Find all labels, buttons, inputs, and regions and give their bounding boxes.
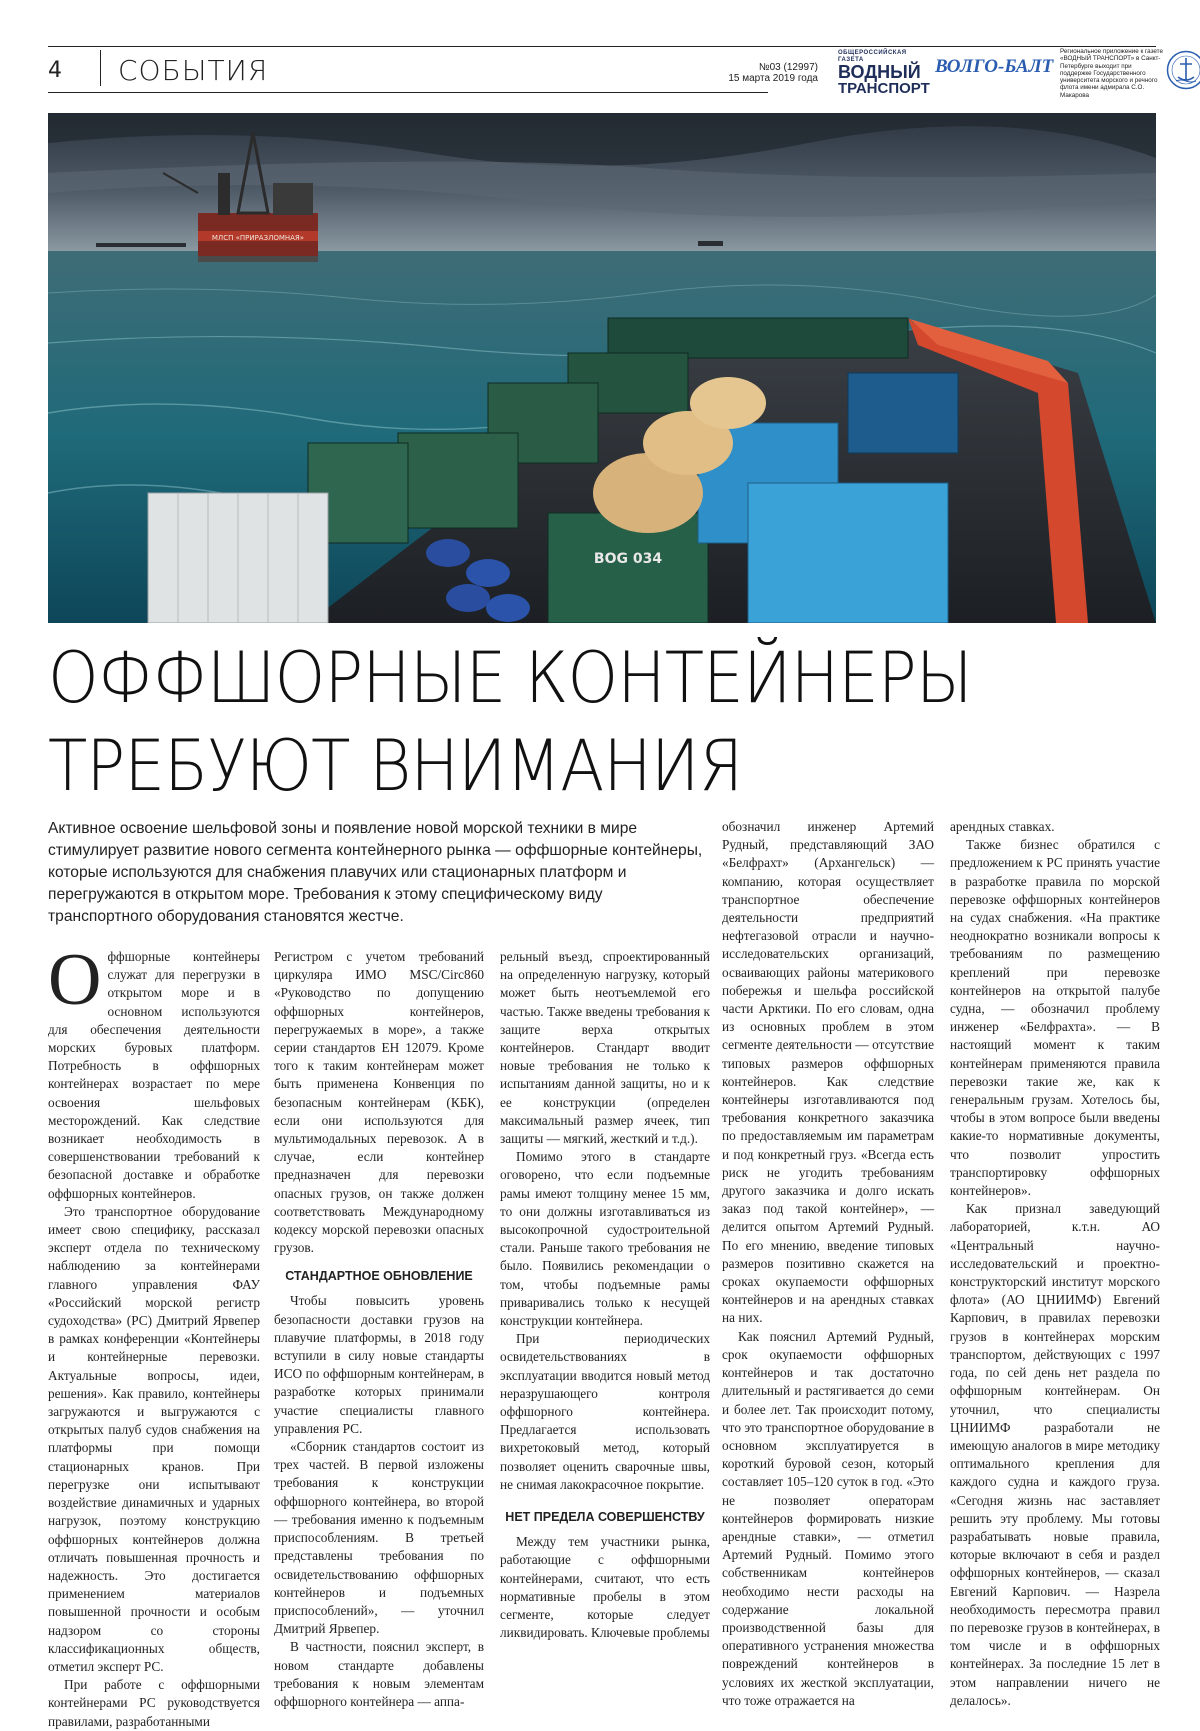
- paragraph: Между тем участники рынка, работающие с оффшорными контейнерами, считают, что есть нормативные пробелы в этом сегменте, которые следует ликвидировать. Ключевые проблемы: [500, 1533, 710, 1642]
- section-title: СОБЫТИЯ: [118, 54, 268, 87]
- issue-number: №03 (12997): [668, 62, 818, 73]
- article-title: [48, 634, 1156, 810]
- logo-line1: ВОДНЫЙ: [838, 64, 930, 81]
- paragraph: рельный въезд, спроектированный на определенную нагрузку, который может быть неотъемлемой его частью. Также введены требования к защите верха открытых контейнеров. Стандарт вводит новые требования не только к испытаниям данной защиты, но и к ее конструкции (определен максимальный размер ячеек, тип защиты — мягкий, жесткий и т.д.).: [500, 948, 710, 1148]
- paragraph: арендных ставках.: [950, 818, 1160, 836]
- page-number: 4: [48, 58, 62, 83]
- paragraph: Это транспортное оборудование имеет свою специфику, рассказал эксперт отдела по техническому наблюдению за контейнерами главного управления ФАУ «Российский морской регистр судоходства» (РС) Дмитрий Ярвепер в рамках конференции «Контейнеры и контейнерные перевозки. Актуальные вопросы, идеи, решения». Как правило, контейнеры загружаются и выгружаются с открытых палуб судов снабжения на платформы при помощи стационарных кранов. При перегрузке они испытывают воздействие динамичных и ударных нагрузок, поэтому конструкцию оффшорных контейнеров должна отличать повышенная прочность и надежность. Это достигается применением материалов повышенной прочности и особым надзором со стороны классификационных обществ, отметил эксперт РС.: [48, 1203, 260, 1676]
- title-line-1: ОФФШОРНЫЕ КОНТЕЙНЕРЫ: [48, 634, 1067, 722]
- paragraph: При периодических освидетельствованиях в эксплуатации вводится новый метод неразрушающего контроля оффшорного контейнера. Предлагается использовать вихретоковый метод, который позволяет оценить сварочные швы, не снимая лакокрасочное покрытие.: [500, 1330, 710, 1494]
- article-photo: [48, 113, 1156, 623]
- logo-line2: ТРАНСПОРТ: [838, 81, 930, 96]
- subheading-standard-update: СТАНДАРТНОЕ ОБНОВЛЕНИЕ: [274, 1269, 484, 1284]
- title-line-2: ТРЕБУЮТ ВНИМАНИЯ: [48, 722, 1067, 810]
- issue-date: 15 марта 2019 года: [668, 73, 818, 84]
- logo-tagline: ОБЩЕРОССИЙСКАЯ ГАЗЕТА: [838, 50, 930, 64]
- paragraph: Чтобы повысить уровень безопасности доставки грузов на плавучие платформы, в 2018 году вступили в силу новые стандарты ИСО по оффшорным контейнерам, в разработке которых принимали участие специалисты главного управления РС.: [274, 1292, 484, 1438]
- header-rule-top: [48, 46, 1156, 47]
- column-5: [950, 818, 1160, 1710]
- paragraph: Как пояснил Артемий Рудный, срок окупаемости оффшорных контейнеров и так достаточно длительный и растягивается до семи и более лет. Так происходит потому, что это транспортное оборудование в основном эксплуатируется в короткий буровой сезон, который составляет 105–120 суток в год. «Это не позволяет операторам контейнеров формировать низкие арендные ставки», — отметил Артемий Рудный. Помимо этого собственникам контейнеров необходимо нести расходы на содержание локальной производственной базы для оперативного устранения множества повреждений контейнеров в условиях их жесткой эксплуатации, что тоже отражается на: [722, 1328, 934, 1710]
- header-separator: [100, 50, 101, 86]
- paragraph: «Сборник стандартов состоит из трех частей. В первой изложены требования к конструкции оффшорного контейнера, во второй — требования именно к подъемным приспособлениям. В третьей представлены требования по освидетельствованию оффшорных контейнеров и подъемных приспособлений», — уточнил Дмитрий Ярвепер.: [274, 1438, 484, 1638]
- paragraph: В частности, пояснил эксперт, в новом стандарте добавлены требования к новым элементам оффшорного контейнера — аппа-: [274, 1638, 484, 1711]
- regional-note: Региональное приложение к газете «ВОДНЫЙ ТРАНСПОРТ» в Санкт-Петербурге выходит при поддержке Государственного университета морского и речного флота имени адмирала С.О. Макарова: [1060, 48, 1164, 99]
- dropcap: О: [48, 950, 101, 1010]
- paragraph: Также бизнес обратился с предложением к РС принять участие в разработке правила по морской перевозке оффшорных контейнеров на судах снабжения. «На практике неоднократно возникали вопросы к требованиям по размещению креплений при перевозке контейнеров на открытой палубе судна, — обозначил проблему инженер «Белфрахта». — В настоящий момент к таким контейнерам применяются правила перевозки такие же, как к генеральным грузам. Хотелось бы, чтобы в этом вопросе были введены какие-то нормативные документы, что позволит упростить транспортировку оффшорных контейнеров».: [950, 836, 1160, 1200]
- supplement-title: ВОЛГО-БАЛТ: [935, 56, 1053, 78]
- column-2: [274, 948, 484, 1711]
- paragraph: обозначил инженер Артемий Рудный, представляющий ЗАО «Белфрахт» (Архангельск) — компанию, которая осуществляет транспортное обеспечение деятельности предприятий нефтегазовой отрасли и научно-исследовательских организаций, осваивающих районы материкового побережья и шельфа российской части Арктики. По его словам, одна из основных проблем в этом сегменте деятельности — отсутствие типовых размеров оффшорных контейнеров. Как следствие контейнеры изготавливаются под требования конкретного заказчика по предоставляемым им параметрам и под конкретный груз. «Всегда есть риск не угодить требованиям другого заказчика и долго искать заказ под такой контейнер», — делится опытом Артемий Рудный. По его мнению, введение типовых размеров позитивно скажется на сроках окупаемости оффшорных контейнеров и на арендных ставках на них.: [722, 818, 934, 1328]
- university-emblem-icon: [1166, 50, 1200, 90]
- column-4: [722, 818, 934, 1710]
- header-rule-bottom: [48, 92, 768, 93]
- paragraph: При работе с оффшорными контейнерами РС руководствуется правилами, разработанными: [48, 1676, 260, 1731]
- subheading-no-limit: НЕТ ПРЕДЕЛА СОВЕРШЕНСТВУ: [500, 1510, 710, 1525]
- issue-info: [668, 62, 818, 84]
- offshore-platform-scene: [48, 113, 1156, 623]
- paragraph: Помимо этого в стандарте оговорено, что если подъемные рамы имеют толщину менее 15 мм, то они должны изготавливаться из высокопрочной судостроительной стали. Раньше такого требования не было. Появились рекомендации о том, чтобы подъемные рамы приваривались только к несущей конструкции контейнера.: [500, 1148, 710, 1330]
- column-3: [500, 948, 710, 1642]
- platform-label: МЛСП «ПРИРАЗЛОМНАЯ»: [212, 234, 304, 242]
- newspaper-logo: [838, 50, 930, 96]
- column-1: [48, 948, 260, 1731]
- paragraph: Как признал заведующий лабораторией, к.т.н. АО «Центральный научно-исследовательский и проектно-конструкторский институт морского флота» (АО ЦНИИМФ) Евгений Карпович, в правилах перевозки грузов в контейнерах морским транспортом, действующих с 1997 года, по сей день нет раздела по оффшорным контейнерам. Он уточнил, что специалисты ЦНИИМФ разработали не имеющую аналогов в мире методику оптимального крепления для каждого судна и каждого груза. «Сегодня жизнь нас заставляет решить эту проблему. Мы готовы разрабатывать новые правила, которые включают в себя и раздел оффшорных контейнеров, — сказал Евгений Карпович. — Назрела необходимость пересмотра правил по перевозке грузов в контейнерах, в том числе и в оффшорных контейнерах. За последние 15 лет в этом направлении ничего не делалось».: [950, 1200, 1160, 1710]
- article-lead: Активное освоение шельфовой зоны и появление новой морской техники в мире стимулирует развитие нового сегмента контейнерного рынка — оффшорные контейнеры, которые используются для снабжения плавучих или стационарных платформ и перегружаются в открытом море. Требования к этому специфическому виду транспортного оборудования становятся жестче.: [48, 818, 710, 928]
- page-header: [48, 44, 1156, 94]
- paragraph: Регистром с учетом требований циркуляра ИМО MSC/Circ860 «Руководство по допущению оффшорных контейнеров, перегружаемых в море», а также серии стандартов ЕН 12079. Кроме того к таким контейнерам может быть применена Конвенция по безопасным контейнерам (КБК), если они используются для мультимодальных перевозок. А в случае, если контейнер предназначен для перевозки опасных грузов, он также должен соответствовать Международному кодексу морской перевозки опасных грузов.: [274, 948, 484, 1257]
- paragraph: Оффшорные контейнеры служат для перегрузки в открытом море и в основном используются для обеспечения деятельности морских буровых платформ. Потребность в оффшорных контейнерах возрастает по мере освоения шельфовых месторождений. Как следствие возникает необходимость в совершенствовании требований к безопасной доставке и обработке оффшорных контейнеров.: [48, 948, 260, 1203]
- container-label: BOG 034: [594, 551, 662, 567]
